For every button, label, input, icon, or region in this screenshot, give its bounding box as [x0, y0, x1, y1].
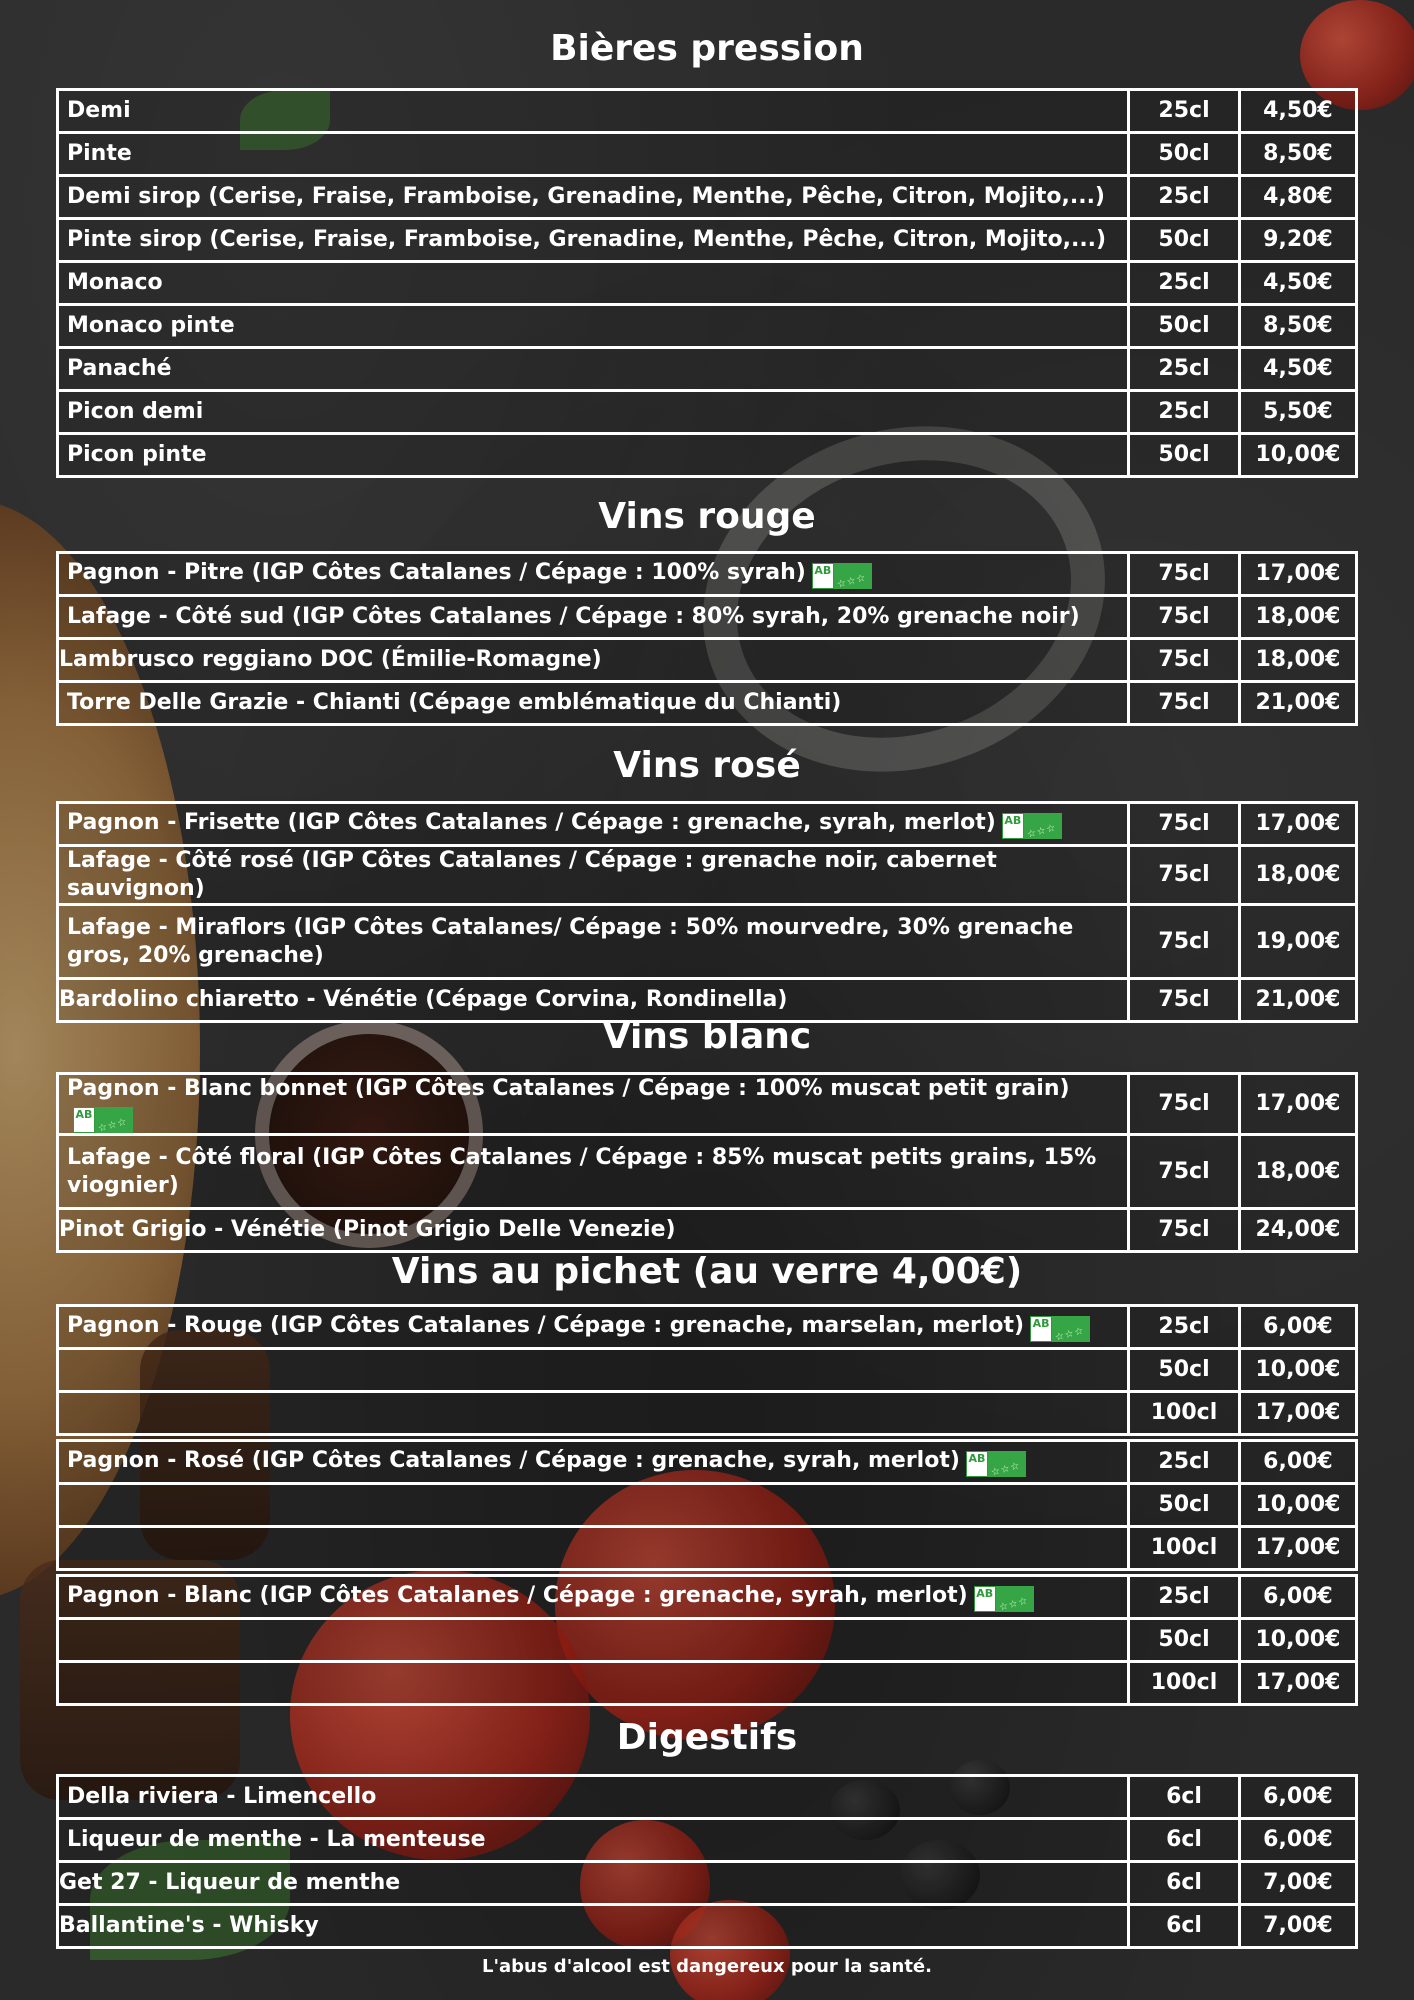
- item-size: 25cl: [1129, 391, 1240, 434]
- section-title-vins-rose: Vins rosé: [613, 745, 801, 786]
- table-row: [58, 1074, 1357, 1135]
- item-name: Pagnon - Pitre (IGP Côtes Catalanes / Cépage : 100% syrah): [67, 560, 806, 585]
- item-size: 50cl: [1129, 305, 1240, 348]
- section-title-vins-pichet: Vins au pichet (au verre 4,00€): [391, 1251, 1023, 1292]
- table-vins-blanc: [56, 1072, 1358, 1253]
- organic-label-icon: AB☆☆☆: [966, 1451, 1026, 1477]
- table-row: [58, 176, 1357, 219]
- table-row: [58, 1819, 1357, 1862]
- item-price: 7,00€: [1239, 1905, 1356, 1948]
- item-price: 17,00€: [1239, 553, 1356, 596]
- item-size: 75cl: [1129, 682, 1240, 725]
- table-row: [58, 596, 1357, 639]
- table-row: [58, 682, 1357, 725]
- item-name-cell: [58, 1074, 1129, 1135]
- table-row: [58, 1905, 1357, 1948]
- item-price: 18,00€: [1239, 846, 1356, 905]
- item-price: 10,00€: [1239, 1484, 1356, 1527]
- item-name: Pagnon - Frisette (IGP Côtes Catalanes / Cépage : grenache, syrah, merlot): [67, 810, 996, 835]
- item-price: 8,50€: [1239, 305, 1356, 348]
- section-title-digestifs: Digestifs: [616, 1717, 798, 1758]
- empty-cell: [58, 1619, 1129, 1662]
- item-price: 10,00€: [1239, 1619, 1356, 1662]
- item-size: 100cl: [1129, 1662, 1240, 1705]
- table-row: [58, 1349, 1357, 1392]
- item-name: Get 27 - Liqueur de menthe: [58, 1862, 1129, 1905]
- item-size: 75cl: [1129, 1135, 1240, 1209]
- section-title-bieres: Bières pression: [550, 28, 864, 69]
- table-row: [58, 803, 1357, 846]
- table-row: [58, 305, 1357, 348]
- item-name: Lafage - Côté rosé (IGP Côtes Catalanes / Cépage : grenache noir, cabernet sauvignon): [58, 846, 1129, 905]
- item-price: 6,00€: [1239, 1819, 1356, 1862]
- item-size: 25cl: [1129, 348, 1240, 391]
- item-size: 75cl: [1129, 905, 1240, 979]
- item-price: 21,00€: [1239, 682, 1356, 725]
- item-size: 50cl: [1129, 1619, 1240, 1662]
- item-price: 5,50€: [1239, 391, 1356, 434]
- item-size: 6cl: [1129, 1862, 1240, 1905]
- item-price: 9,20€: [1239, 219, 1356, 262]
- item-size: 6cl: [1129, 1776, 1240, 1819]
- item-price: 10,00€: [1239, 434, 1356, 477]
- empty-cell: [58, 1662, 1129, 1705]
- organic-label-icon: AB☆☆☆: [812, 563, 872, 589]
- table-row: [58, 434, 1357, 477]
- item-size: 75cl: [1129, 979, 1240, 1022]
- item-name: Pinot Grigio - Vénétie (Pinot Grigio Delle Venezie): [58, 1209, 1129, 1252]
- item-price: 6,00€: [1239, 1306, 1356, 1349]
- table-row: [58, 553, 1357, 596]
- item-price: 17,00€: [1239, 1392, 1356, 1435]
- item-price: 10,00€: [1239, 1349, 1356, 1392]
- item-size: 25cl: [1129, 90, 1240, 133]
- item-name-cell: [58, 1441, 1129, 1484]
- item-size: 25cl: [1129, 1576, 1240, 1619]
- item-price: 18,00€: [1239, 1135, 1356, 1209]
- table-row: [58, 1662, 1357, 1705]
- item-name: Picon demi: [58, 391, 1129, 434]
- table-row: [58, 1527, 1357, 1570]
- table-row: [58, 1441, 1357, 1484]
- item-name: Demi: [58, 90, 1129, 133]
- item-size: 75cl: [1129, 1074, 1240, 1135]
- table-pichet-blanc: [56, 1574, 1358, 1706]
- item-size: 50cl: [1129, 1484, 1240, 1527]
- item-size: 75cl: [1129, 553, 1240, 596]
- table-row: [58, 639, 1357, 682]
- empty-cell: [58, 1349, 1129, 1392]
- item-name-cell: [58, 1306, 1129, 1349]
- table-row: [58, 1209, 1357, 1252]
- item-name: Picon pinte: [58, 434, 1129, 477]
- item-price: 17,00€: [1239, 1527, 1356, 1570]
- item-size: 50cl: [1129, 219, 1240, 262]
- item-name: Liqueur de menthe - La menteuse: [58, 1819, 1129, 1862]
- item-name: Demi sirop (Cerise, Fraise, Framboise, Grenadine, Menthe, Pêche, Citron, Mojito,...): [58, 176, 1129, 219]
- table-row: [58, 1306, 1357, 1349]
- item-price: 7,00€: [1239, 1862, 1356, 1905]
- item-price: 17,00€: [1239, 803, 1356, 846]
- section-title-vins-blanc: Vins blanc: [602, 1016, 812, 1057]
- item-name: Lafage - Côté floral (IGP Côtes Catalanes / Cépage : 85% muscat petits grains, 15% viognier): [58, 1135, 1129, 1209]
- item-size: 6cl: [1129, 1819, 1240, 1862]
- item-size: 25cl: [1129, 176, 1240, 219]
- table-row: [58, 1862, 1357, 1905]
- item-name: Pagnon - Rouge (IGP Côtes Catalanes / Cépage : grenache, marselan, merlot): [67, 1313, 1025, 1338]
- table-row: [58, 1619, 1357, 1662]
- item-name: Pagnon - Blanc (IGP Côtes Catalanes / Cépage : grenache, syrah, merlot): [67, 1583, 968, 1608]
- item-name: Ballantine's - Whisky: [58, 1905, 1129, 1948]
- item-size: 50cl: [1129, 1349, 1240, 1392]
- item-price: 21,00€: [1239, 979, 1356, 1022]
- item-name: Della riviera - Limencello: [58, 1776, 1129, 1819]
- item-name: Panaché: [58, 348, 1129, 391]
- item-name: Lafage - Côté sud (IGP Côtes Catalanes / Cépage : 80% syrah, 20% grenache noir): [58, 596, 1129, 639]
- item-name: Pagnon - Rosé (IGP Côtes Catalanes / Cépage : grenache, syrah, merlot): [67, 1448, 960, 1473]
- item-size: 75cl: [1129, 639, 1240, 682]
- item-size: 25cl: [1129, 1306, 1240, 1349]
- item-size: 25cl: [1129, 262, 1240, 305]
- item-size: 75cl: [1129, 803, 1240, 846]
- item-size: 50cl: [1129, 133, 1240, 176]
- item-price: 4,50€: [1239, 90, 1356, 133]
- table-row: [58, 219, 1357, 262]
- empty-cell: [58, 1392, 1129, 1435]
- item-price: 6,00€: [1239, 1441, 1356, 1484]
- item-price: 17,00€: [1239, 1662, 1356, 1705]
- table-bieres: [56, 88, 1358, 478]
- table-digestifs: [56, 1774, 1358, 1949]
- table-row: [58, 262, 1357, 305]
- table-row: [58, 348, 1357, 391]
- table-row: [58, 1576, 1357, 1619]
- item-name: Monaco pinte: [58, 305, 1129, 348]
- item-price: 6,00€: [1239, 1776, 1356, 1819]
- item-name-cell: [58, 803, 1129, 846]
- organic-label-icon: AB☆☆☆: [1030, 1316, 1090, 1342]
- table-vins-rose: [56, 801, 1358, 1023]
- item-size: 100cl: [1129, 1392, 1240, 1435]
- table-row: [58, 391, 1357, 434]
- item-size: 25cl: [1129, 1441, 1240, 1484]
- item-price: 18,00€: [1239, 596, 1356, 639]
- item-price: 4,50€: [1239, 262, 1356, 305]
- table-row: [58, 133, 1357, 176]
- item-name: Pinte: [58, 133, 1129, 176]
- table-row: [58, 1484, 1357, 1527]
- table-row: [58, 846, 1357, 905]
- item-name-cell: [58, 1576, 1129, 1619]
- item-size: 75cl: [1129, 596, 1240, 639]
- item-name-cell: [58, 553, 1129, 596]
- table-row: [58, 1776, 1357, 1819]
- organic-label-icon: AB☆☆☆: [1002, 813, 1062, 839]
- table-row: [58, 905, 1357, 979]
- item-price: 18,00€: [1239, 639, 1356, 682]
- item-price: 19,00€: [1239, 905, 1356, 979]
- item-size: 100cl: [1129, 1527, 1240, 1570]
- empty-cell: [58, 1484, 1129, 1527]
- item-price: 6,00€: [1239, 1576, 1356, 1619]
- table-row: [58, 90, 1357, 133]
- item-price: 24,00€: [1239, 1209, 1356, 1252]
- organic-label-icon: AB☆☆☆: [974, 1586, 1034, 1612]
- item-price: 8,50€: [1239, 133, 1356, 176]
- item-price: 17,00€: [1239, 1074, 1356, 1135]
- item-name: Lambrusco reggiano DOC (Émilie-Romagne): [58, 639, 1129, 682]
- item-name: Lafage - Miraflors (IGP Côtes Catalanes/ Cépage : 50% mourvedre, 30% grenache gros, 20% grenache): [58, 905, 1129, 979]
- item-name: Pagnon - Blanc bonnet (IGP Côtes Catalanes / Cépage : 100% muscat petit grain): [67, 1076, 1070, 1101]
- table-row: [58, 1135, 1357, 1209]
- item-name: Monaco: [58, 262, 1129, 305]
- item-price: 4,80€: [1239, 176, 1356, 219]
- item-price: 4,50€: [1239, 348, 1356, 391]
- item-name: Torre Delle Grazie - Chianti (Cépage emblématique du Chianti): [58, 682, 1129, 725]
- table-row: [58, 1392, 1357, 1435]
- health-warning: L'abus d'alcool est dangereux pour la santé.: [482, 1956, 932, 1977]
- empty-cell: [58, 1527, 1129, 1570]
- item-size: 75cl: [1129, 846, 1240, 905]
- organic-label-icon: AB☆☆☆: [73, 1107, 133, 1133]
- item-name: Bardolino chiaretto - Vénétie (Cépage Corvina, Rondinella): [58, 979, 1129, 1022]
- item-name: Pinte sirop (Cerise, Fraise, Framboise, Grenadine, Menthe, Pêche, Citron, Mojito,...): [58, 219, 1129, 262]
- section-title-vins-rouge: Vins rouge: [598, 496, 816, 537]
- item-size: 75cl: [1129, 1209, 1240, 1252]
- table-pichet-rouge: [56, 1304, 1358, 1436]
- table-vins-rouge: [56, 551, 1358, 726]
- table-pichet-rose: [56, 1439, 1358, 1571]
- item-size: 50cl: [1129, 434, 1240, 477]
- item-size: 6cl: [1129, 1905, 1240, 1948]
